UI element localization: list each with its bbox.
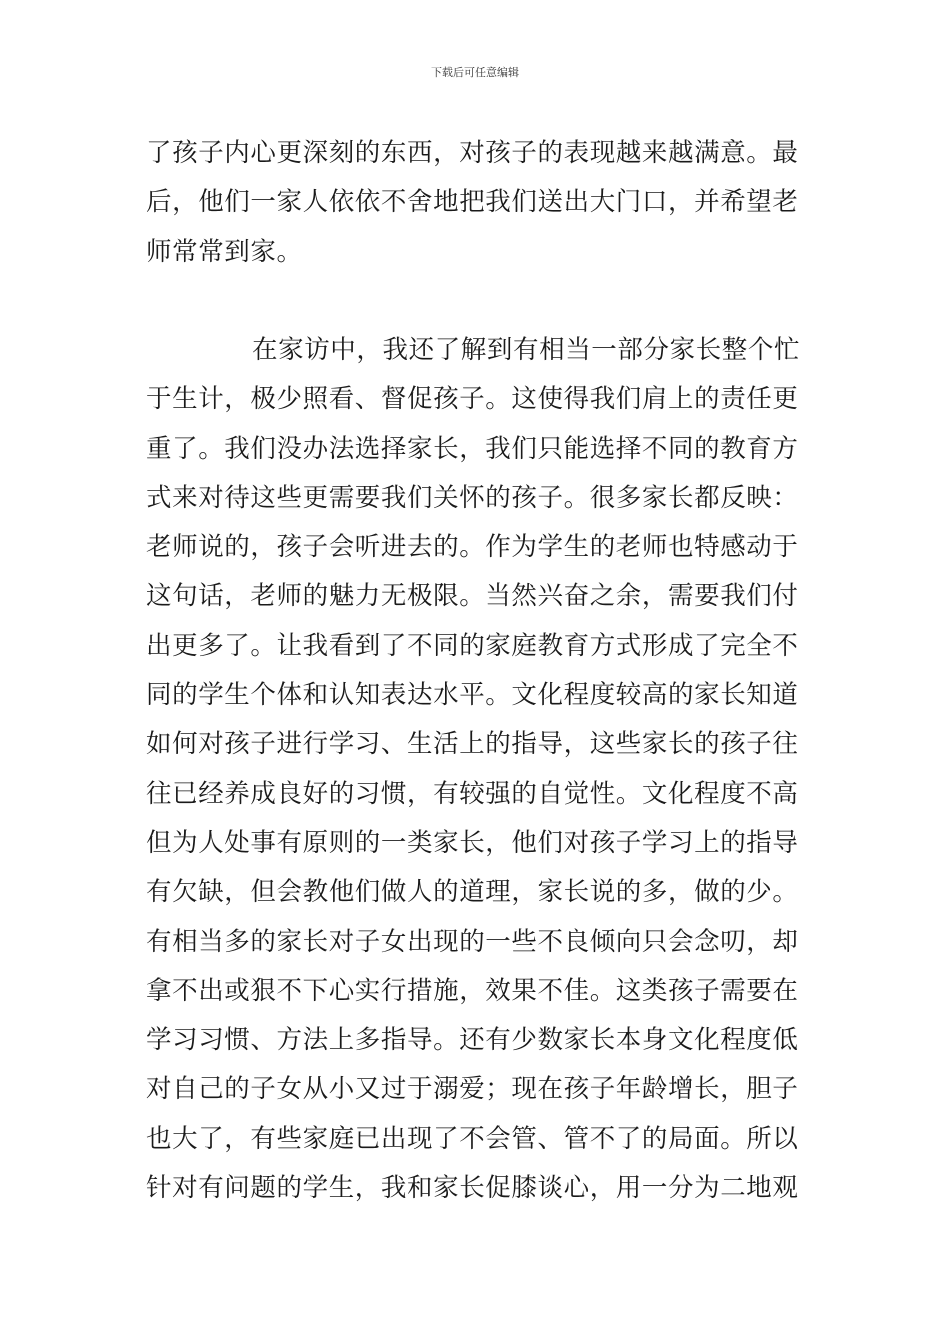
text-line: 如何对孩子进行学习、生活上的指导，这些家长的孩子往: [146, 729, 799, 760]
text-line: 但为人处事有原则的一类家长，他们对孩子学习上的指导: [146, 827, 799, 858]
text-line: 重了。我们没办法选择家长，我们只能选择不同的教育方: [146, 433, 799, 464]
text-line: 拿不出或狠不下心实行措施，效果不佳。这类孩子需要在: [146, 975, 799, 1006]
text-line: 这句话，老师的魅力无极限。当然兴奋之余，需要我们付: [146, 581, 799, 612]
text-line-indented: 在家访中，我还了解到有相当一部分家长整个忙: [252, 335, 801, 365]
text-line: 针对有问题的学生，我和家长促膝谈心，用一分为二地观: [146, 1173, 799, 1204]
text-line: 出更多了。让我看到了不同的家庭教育方式形成了完全不: [146, 630, 799, 661]
text-line: 学习习惯、方法上多指导。还有少数家长本身文化程度低: [146, 1025, 799, 1056]
text-line: 有欠缺，但会教他们做人的道理，家长说的多，做的少。: [146, 877, 799, 908]
text-line: 师常常到家。: [146, 236, 303, 267]
paragraph-2: [146, 326, 808, 1213]
text-line: 往已经养成良好的习惯，有较强的自觉性。文化程度不高: [146, 778, 799, 809]
text-line: 式来对待这些更需要我们关怀的孩子。很多家长都反映：: [146, 482, 799, 513]
text-line: 老师说的，孩子会听进去的。作为学生的老师也特感动于: [146, 532, 799, 563]
text-line: 后，他们一家人依依不舍地把我们送出大门口，并希望老: [146, 187, 799, 218]
text-line: 同的学生个体和认知表达水平。文化程度较高的家长知道: [146, 680, 799, 711]
paragraph-1: [146, 129, 808, 277]
text-line: 有相当多的家长对子女出现的一些不良倾向只会念叨，却: [146, 926, 799, 957]
page-header: 下载后可任意编辑: [431, 66, 519, 79]
text-line: 于生计，极少照看、督促孩子。这使得我们肩上的责任更: [146, 384, 799, 415]
text-line: 对自己的子女从小又过于溺爱；现在孩子年龄增长，胆子: [146, 1074, 799, 1105]
text-line: 也大了，有些家庭已出现了不会管、管不了的局面。所以: [146, 1123, 799, 1154]
text-line: 了孩子内心更深刻的东西，对孩子的表现越来越满意。最: [146, 138, 799, 168]
